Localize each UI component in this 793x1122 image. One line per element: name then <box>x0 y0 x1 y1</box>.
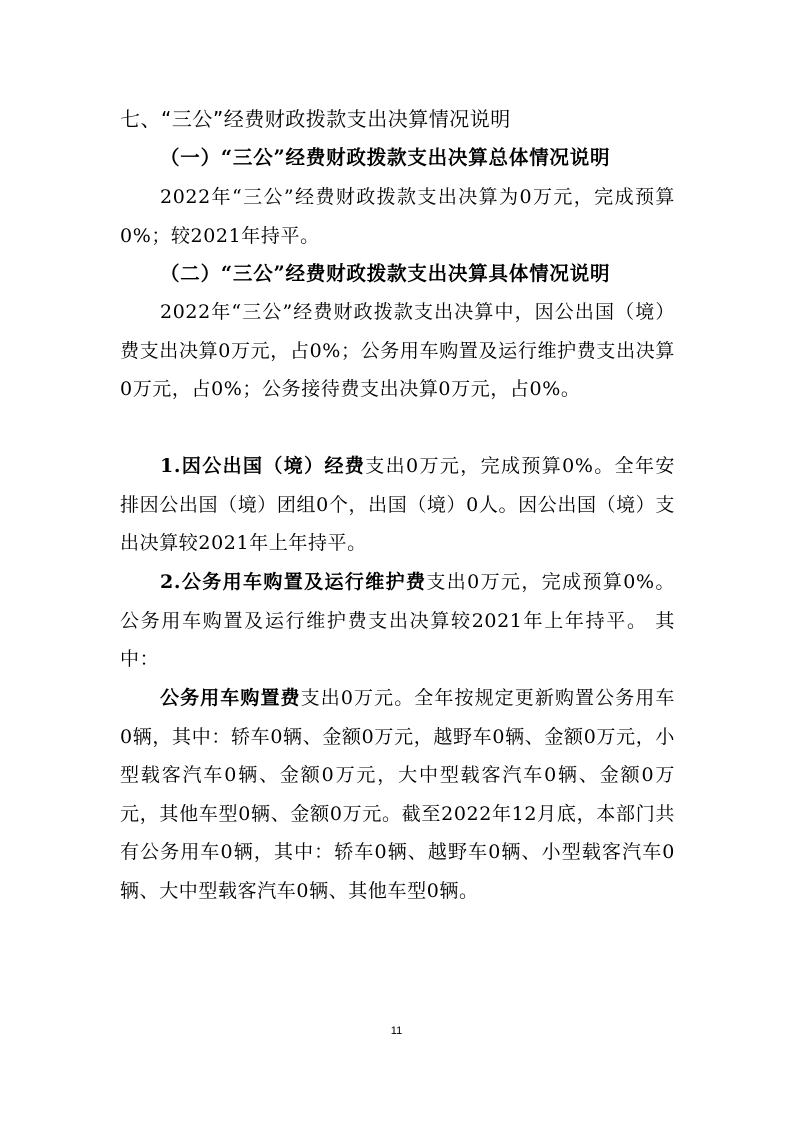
section-heading: 七、“三公”经费财政拨款支出决算情况说明 <box>120 107 511 131</box>
item2-paragraph <box>120 563 675 679</box>
item2-body: 支出0万元，完成预算0%。公务用车购置及运行维护费支出决算较2021年上年持平。 其中： <box>120 571 675 670</box>
detail-paragraph: 2022年“三公”经费财政拨款支出决算中，因公出国（境）费支出决算0万元，占0%；公务用车购置及运行维护费支出决算0万元，占0%；公务接待费支出决算0万元，占0%。 <box>120 301 675 400</box>
page-number: 11 <box>390 1025 403 1037</box>
item2a-body: 支出0万元。全年按规定更新购置公务用车0辆，其中：轿车0辆、金额0万元，越野车0辆、金额0万元，小型载客汽车0辆、金额0万元，大中型载客汽车0辆、金额0万元，其他车型0辆、金额0万元。截至2022年12月底，本部门共有公务用车0辆，其中：轿车0辆、越野车0辆、小型载客汽车0辆、大中型载客汽车0辆、其他车型0辆。 <box>120 687 675 902</box>
item1-label: 1.因公出国（境）经费 <box>160 455 366 477</box>
item2a-label: 公务用车购置费 <box>160 687 301 709</box>
item1-paragraph <box>120 447 675 563</box>
detail-heading: （二）“三公”经费财政拨款支出决算具体情况说明 <box>160 262 611 285</box>
overall-heading: （一）“三公”经费财政拨款支出决算总体情况说明 <box>160 146 611 169</box>
item2-label: 2.公务用车购置及运行维护费 <box>160 571 427 593</box>
item1-body: 支出0万元，完成预算0%。全年安排因公出国（境）团组0个，出国（境）0人。因公出国（境）支出决算较2021年上年持平。 <box>120 455 676 554</box>
item2a-paragraph <box>120 679 675 910</box>
overall-paragraph: 2022年“三公”经费财政拨款支出决算为0万元，完成预算0%；较2021年持平。 <box>120 186 675 247</box>
